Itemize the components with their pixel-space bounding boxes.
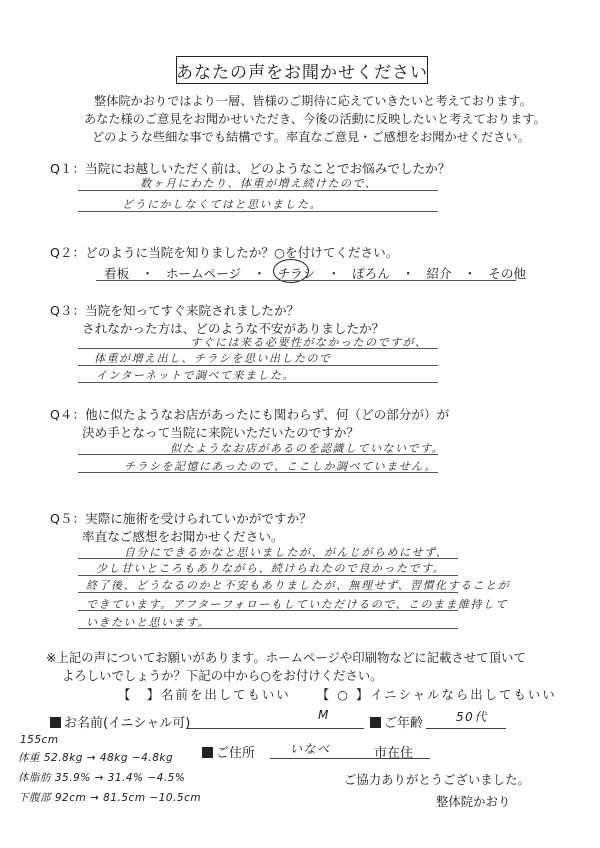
q3-label: Q３：当院を知ってすぐ来院されましたか？ <box>50 303 300 318</box>
signature: 整体院かおり <box>436 794 511 809</box>
square-bullet-icon <box>50 717 61 728</box>
answer-line <box>78 610 458 611</box>
title-text: あなたの声をお聞かせください <box>176 62 428 83</box>
q5-sub: 率直なご感想をお聞かせください。 <box>82 529 284 544</box>
square-bullet-icon <box>202 747 213 758</box>
measurement-row: 下腹部 92cm → 81.5cm −10.5cm <box>18 792 202 804</box>
answer-line <box>78 365 438 366</box>
q1-answer: どうにかしなくてはと思いました。 <box>122 198 322 211</box>
answer-line <box>78 348 438 349</box>
answer-line <box>78 190 438 191</box>
age-value: 50代 <box>456 710 488 724</box>
q4-answer: 似たようなお店があるのを認識していないです。 <box>170 442 445 455</box>
q4-answer: チラシを記憶にあったので、ここしか調べていません。 <box>124 460 437 473</box>
q5-label: Q５：実際に施術を受けられていかがですか？ <box>50 511 312 526</box>
intro-line: 整体院かおりではより一層、皆様のご期待に応えていきたいと考えております。 <box>94 94 532 108</box>
q2-options: 看板 ・ ホームページ ・ チラシ ・ ぽろん ・ 紹介 ・ その他 <box>104 263 526 282</box>
square-bullet-icon <box>370 717 381 728</box>
q2-option-circled: チラシ <box>278 263 316 282</box>
age-underline <box>426 728 506 729</box>
answer-line <box>78 382 438 383</box>
q3-answer: インターネットで調べて来ました。 <box>96 369 296 382</box>
note-line: ※上記の声についてお願いがあります。ホームページや印刷物などに記載させて頂いて <box>46 650 526 665</box>
answer-line <box>78 558 458 559</box>
height-value: 155cm <box>20 734 59 746</box>
note-line: よろしいでしょうか？下記の中から○をお付けください。 <box>62 668 383 683</box>
answer-line <box>96 280 516 281</box>
measurement-row: 体重 52.8kg → 48kg −4.8kg <box>18 752 174 764</box>
answer-line <box>78 472 438 473</box>
q4-label: Q４：他に似たようなお店があったにも関わらず、何（どの部分が）が <box>50 407 450 422</box>
q2-option: その他 <box>488 266 526 281</box>
name-underline <box>186 728 364 729</box>
thanks-text: ご協力ありがとうございました。 <box>344 772 530 787</box>
address-value: いなべ <box>290 742 331 756</box>
q2-option: ホームページ <box>165 266 242 281</box>
q4-sub: 決め手となって当院に来院いただいたのですか？ <box>82 425 360 440</box>
address-suffix: 市在住 <box>374 746 414 761</box>
q2-label: Q２：どのように当院を知りましたか？○を付けてください。 <box>50 245 399 260</box>
consent-option-name: 【 】名前を出してもいい <box>118 687 291 702</box>
intro-line: あなた様のご意見をお聞かせいただき、今後の活動に反映したいと考えております。 <box>84 112 546 126</box>
name-value: M <box>318 708 330 722</box>
consent-option-initial: 【 ○ 】イニシャルなら出してもいい <box>316 687 557 702</box>
name-field-label: お名前(イニシャル可) <box>50 712 190 731</box>
q2-option: 紹介 <box>426 266 452 281</box>
q1-label: Q１：当院にお越しいただく前は、どのようなことでお悩みでしたか？ <box>50 161 451 176</box>
q2-option: 看板 <box>104 266 130 281</box>
address-underline <box>270 758 430 759</box>
q1-answer: 数ヶ月にわたり、体重が増え続けたので、 <box>140 177 378 190</box>
page-title <box>176 56 428 84</box>
q5-answer: 自分にできるかなと思いましたが、がんじがらめにせず、 <box>124 546 449 559</box>
address-field-label: ご住所 <box>202 742 255 761</box>
answer-line <box>78 211 438 212</box>
q5-answer: 終了後、どうなるのかと不安もありましたが、無理せず、習慣化することが <box>86 579 511 592</box>
answer-line <box>78 628 458 629</box>
answer-line <box>78 575 458 576</box>
intro-line: どのような些細な事でも結構です。率直なご意見・ご感想をお聞かせください。 <box>92 130 530 144</box>
q5-answer: できています。アフターフォローもしていただけるので、このまま維持して <box>86 598 509 611</box>
q2-option: ぽろん <box>352 266 390 281</box>
q5-answer: いきたいと思います。 <box>86 616 211 629</box>
answer-line <box>78 454 438 455</box>
answer-line <box>78 592 458 593</box>
consent-mark: ○ <box>337 687 350 702</box>
measurement-row: 体脂肪 35.9% → 31.4% −4.5% <box>18 772 186 784</box>
q3-answer: 体重が増え出し、チラシを思い出したので <box>94 352 332 365</box>
q3-answer: すぐには来る必要性がなかったのですが、 <box>190 336 428 349</box>
age-field-label: ご年齢 <box>370 712 423 731</box>
q5-answer: 少し甘いところもありながら、続けられたので良かったです。 <box>96 562 446 575</box>
q3-sub: されなかった方は、どのような不安がありましたか？ <box>82 321 385 336</box>
consent-options <box>118 685 557 703</box>
